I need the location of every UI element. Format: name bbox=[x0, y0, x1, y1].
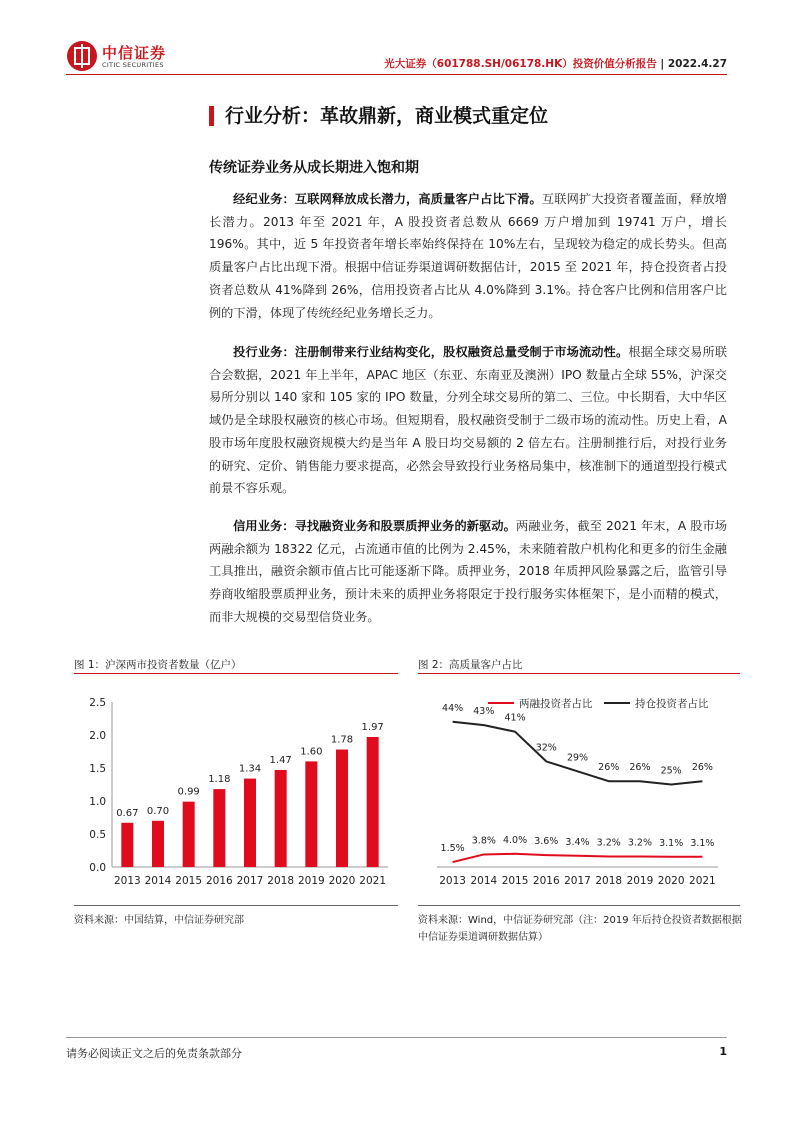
figure1-title: 图 1：沪深两市投资者数量（亿户） bbox=[74, 659, 242, 671]
y-tick-label: 2.0 bbox=[89, 730, 106, 742]
bar-value-label: 0.67 bbox=[116, 807, 139, 819]
bar bbox=[213, 789, 225, 867]
x-tick-label: 2015 bbox=[501, 875, 529, 887]
logo-chinese-name: 中信证券 bbox=[102, 44, 167, 62]
data-label: 25% bbox=[660, 765, 682, 777]
x-tick-label: 2014 bbox=[470, 875, 498, 887]
y-tick-label: 1.5 bbox=[89, 763, 106, 775]
bar-value-label: 1.47 bbox=[269, 754, 292, 766]
x-tick-label: 2019 bbox=[297, 875, 325, 887]
data-label: 4.0% bbox=[502, 834, 528, 846]
x-tick-label: 2020 bbox=[657, 875, 685, 887]
x-tick-label: 2013 bbox=[439, 875, 466, 887]
figure2-title: 图 2：高质量客户占比 bbox=[418, 659, 523, 671]
legend-label: 两融投资者占比 bbox=[519, 698, 593, 710]
page-number: 1 bbox=[719, 1045, 727, 1058]
data-label: 3.1% bbox=[659, 837, 684, 849]
bar-value-label: 1.18 bbox=[208, 774, 231, 786]
x-tick-label: 2021 bbox=[359, 875, 387, 887]
section-marker bbox=[209, 106, 214, 126]
client-quality-line-chart bbox=[418, 680, 740, 902]
section-title: 行业分析：革故鼎新，商业模式重定位 bbox=[225, 105, 549, 127]
bar-value-label: 1.97 bbox=[361, 721, 384, 733]
data-label: 32% bbox=[535, 742, 557, 754]
bar-value-label: 1.34 bbox=[238, 763, 262, 775]
figure1-bottom-rule bbox=[74, 905, 398, 906]
citic-logo-icon bbox=[66, 40, 98, 72]
paragraph-investment-banking bbox=[209, 341, 727, 500]
bar bbox=[305, 761, 317, 867]
x-tick-label: 2018 bbox=[595, 875, 623, 887]
figure1-source: 资料来源：中国结算，中信证券研究部 bbox=[74, 915, 244, 926]
x-tick-label: 2014 bbox=[144, 875, 172, 887]
data-label: 3.2% bbox=[627, 837, 653, 849]
paragraph-body: 互联网扩大投资者覆盖面，释放增长潜力。2013 年至 2021 年，A 股投资者总数从 6669 万户增加到 19741 万户，增长 196%。其中，近 5 年投资者年增长率始终保持在 10%左右，呈现较为稳定的成长势头。但高质量客户占比出现下滑。根据中信证券渠道调研数据估计，2015 至 2021 年，持仓投资者占投资者总数从 41%降到 26%，信用投资者占比从 4.0%降到 3.1%。持仓客户比例和信用客户比例的下滑，体现了传统经纪业务增长乏力。 bbox=[209, 192, 728, 320]
x-tick-label: 2015 bbox=[175, 875, 203, 887]
footer-divider bbox=[66, 1037, 727, 1038]
x-tick-label: 2017 bbox=[564, 875, 591, 887]
x-tick-label: 2020 bbox=[328, 875, 356, 887]
data-label: 3.4% bbox=[565, 836, 590, 848]
report-title: 光大证券（601788.SH/06178.HK）投资价值分析报告 bbox=[384, 58, 657, 70]
x-tick-label: 2013 bbox=[113, 875, 141, 887]
y-tick-label: 0.5 bbox=[89, 829, 106, 841]
logo-english-name: CITIC SECURITIES bbox=[102, 61, 164, 69]
y-tick-label: 1.0 bbox=[89, 796, 106, 808]
figure2-source: 资料来源：Wind，中信证券研究部（注：2019 年后持仓投资者数据根据中信证券渠道调研数据估算） bbox=[418, 915, 742, 943]
paragraph-credit bbox=[209, 515, 727, 629]
data-label: 26% bbox=[691, 762, 713, 774]
bar bbox=[183, 802, 195, 867]
x-tick-label: 2016 bbox=[532, 875, 560, 887]
bar-value-label: 1.60 bbox=[300, 746, 323, 758]
data-label: 3.1% bbox=[690, 837, 715, 849]
bar-value-label: 0.70 bbox=[146, 805, 170, 817]
y-tick-label: 0.0 bbox=[89, 862, 106, 874]
data-label: 44% bbox=[442, 702, 464, 714]
header-divider bbox=[66, 74, 727, 75]
bar bbox=[244, 779, 256, 867]
data-label: 26% bbox=[629, 762, 651, 774]
bar bbox=[367, 737, 379, 867]
data-label: 43% bbox=[473, 706, 495, 718]
y-tick-label: 2.5 bbox=[89, 697, 106, 709]
x-tick-label: 2018 bbox=[267, 875, 295, 887]
x-tick-label: 2021 bbox=[689, 875, 716, 887]
data-label: 3.2% bbox=[596, 837, 621, 849]
data-label: 3.6% bbox=[534, 836, 559, 848]
report-date: 2022.4.27 bbox=[667, 58, 727, 70]
data-label: 26% bbox=[598, 762, 620, 774]
data-label: 1.5% bbox=[440, 843, 465, 855]
paragraph-lead: 投行业务：注册制带来行业结构变化，股权融资总量受制于市场流动性。 bbox=[233, 345, 629, 359]
bar bbox=[121, 823, 133, 867]
paragraph-lead: 信用业务：寻找融资业务和股票质押业务的新驱动。 bbox=[233, 519, 516, 533]
paragraph-brokerage bbox=[209, 188, 727, 324]
company-logo bbox=[66, 40, 176, 74]
figure2-top-rule bbox=[418, 673, 740, 674]
bar-value-label: 1.78 bbox=[330, 734, 354, 746]
x-tick-label: 2019 bbox=[626, 875, 654, 887]
data-label: 3.8% bbox=[471, 835, 496, 847]
x-tick-label: 2017 bbox=[236, 875, 264, 887]
figure2-bottom-rule bbox=[418, 905, 740, 906]
header-separator: | bbox=[660, 58, 665, 70]
footer-disclaimer: 请务必阅读正文之后的免责条款部分 bbox=[66, 1047, 242, 1060]
paragraph-lead: 经纪业务：互联网释放成长潜力，高质量客户占比下滑。 bbox=[233, 192, 542, 206]
subsection-title: 传统证券业务从成长期进入饱和期 bbox=[209, 160, 419, 176]
legend-label: 持仓投资者占比 bbox=[635, 698, 709, 710]
bar bbox=[336, 750, 348, 867]
bar-value-label: 0.99 bbox=[177, 786, 200, 798]
report-header bbox=[384, 56, 727, 71]
series-line bbox=[453, 854, 703, 862]
data-label: 29% bbox=[566, 752, 589, 764]
figure1-top-rule bbox=[74, 673, 398, 674]
bar bbox=[152, 821, 164, 867]
x-tick-label: 2016 bbox=[205, 875, 233, 887]
investor-count-bar-chart bbox=[74, 680, 398, 902]
paragraph-body: 两融业务，截至 2021 年末，A 股市场两融余额为 18322 亿元，占流通市值的比例为 2.45%，未来随着散户机构化和更多的衍生金融工具推出，融资余额市值占比可能逐渐下降。质押业务，2018 年质押风险暴露之后，监管引导券商收缩股票质押业务，预计未来的质押业务将限定于投行服务实体框架下，是小而精的模式，而非大规模的交易型信贷业务。 bbox=[209, 519, 727, 624]
data-label: 41% bbox=[504, 712, 526, 724]
paragraph-body: 根据全球交易所联合会数据，2021 年上半年，APAC 地区（东亚、东南亚及澳洲）IPO 数量占全球 55%，沪深交易所分别以 140 家和 105 家的 IPO 数量，分列全球交易所的第二、三位。中长期看，大中华区域仍是全球股权融资的核心市场。但短期看，股权融资受制于二级市场的流动性。历史上看，A 股市场年度股权融资规模大约是当年 A 股日均交易额的 2 倍左右。注册制推行后，对投行业务的研究、定价、销售能力要求提高，必然会导致投行业务格局集中，核准制下的通道型投行模式前景不容乐观。 bbox=[209, 345, 728, 496]
bar bbox=[275, 770, 287, 867]
